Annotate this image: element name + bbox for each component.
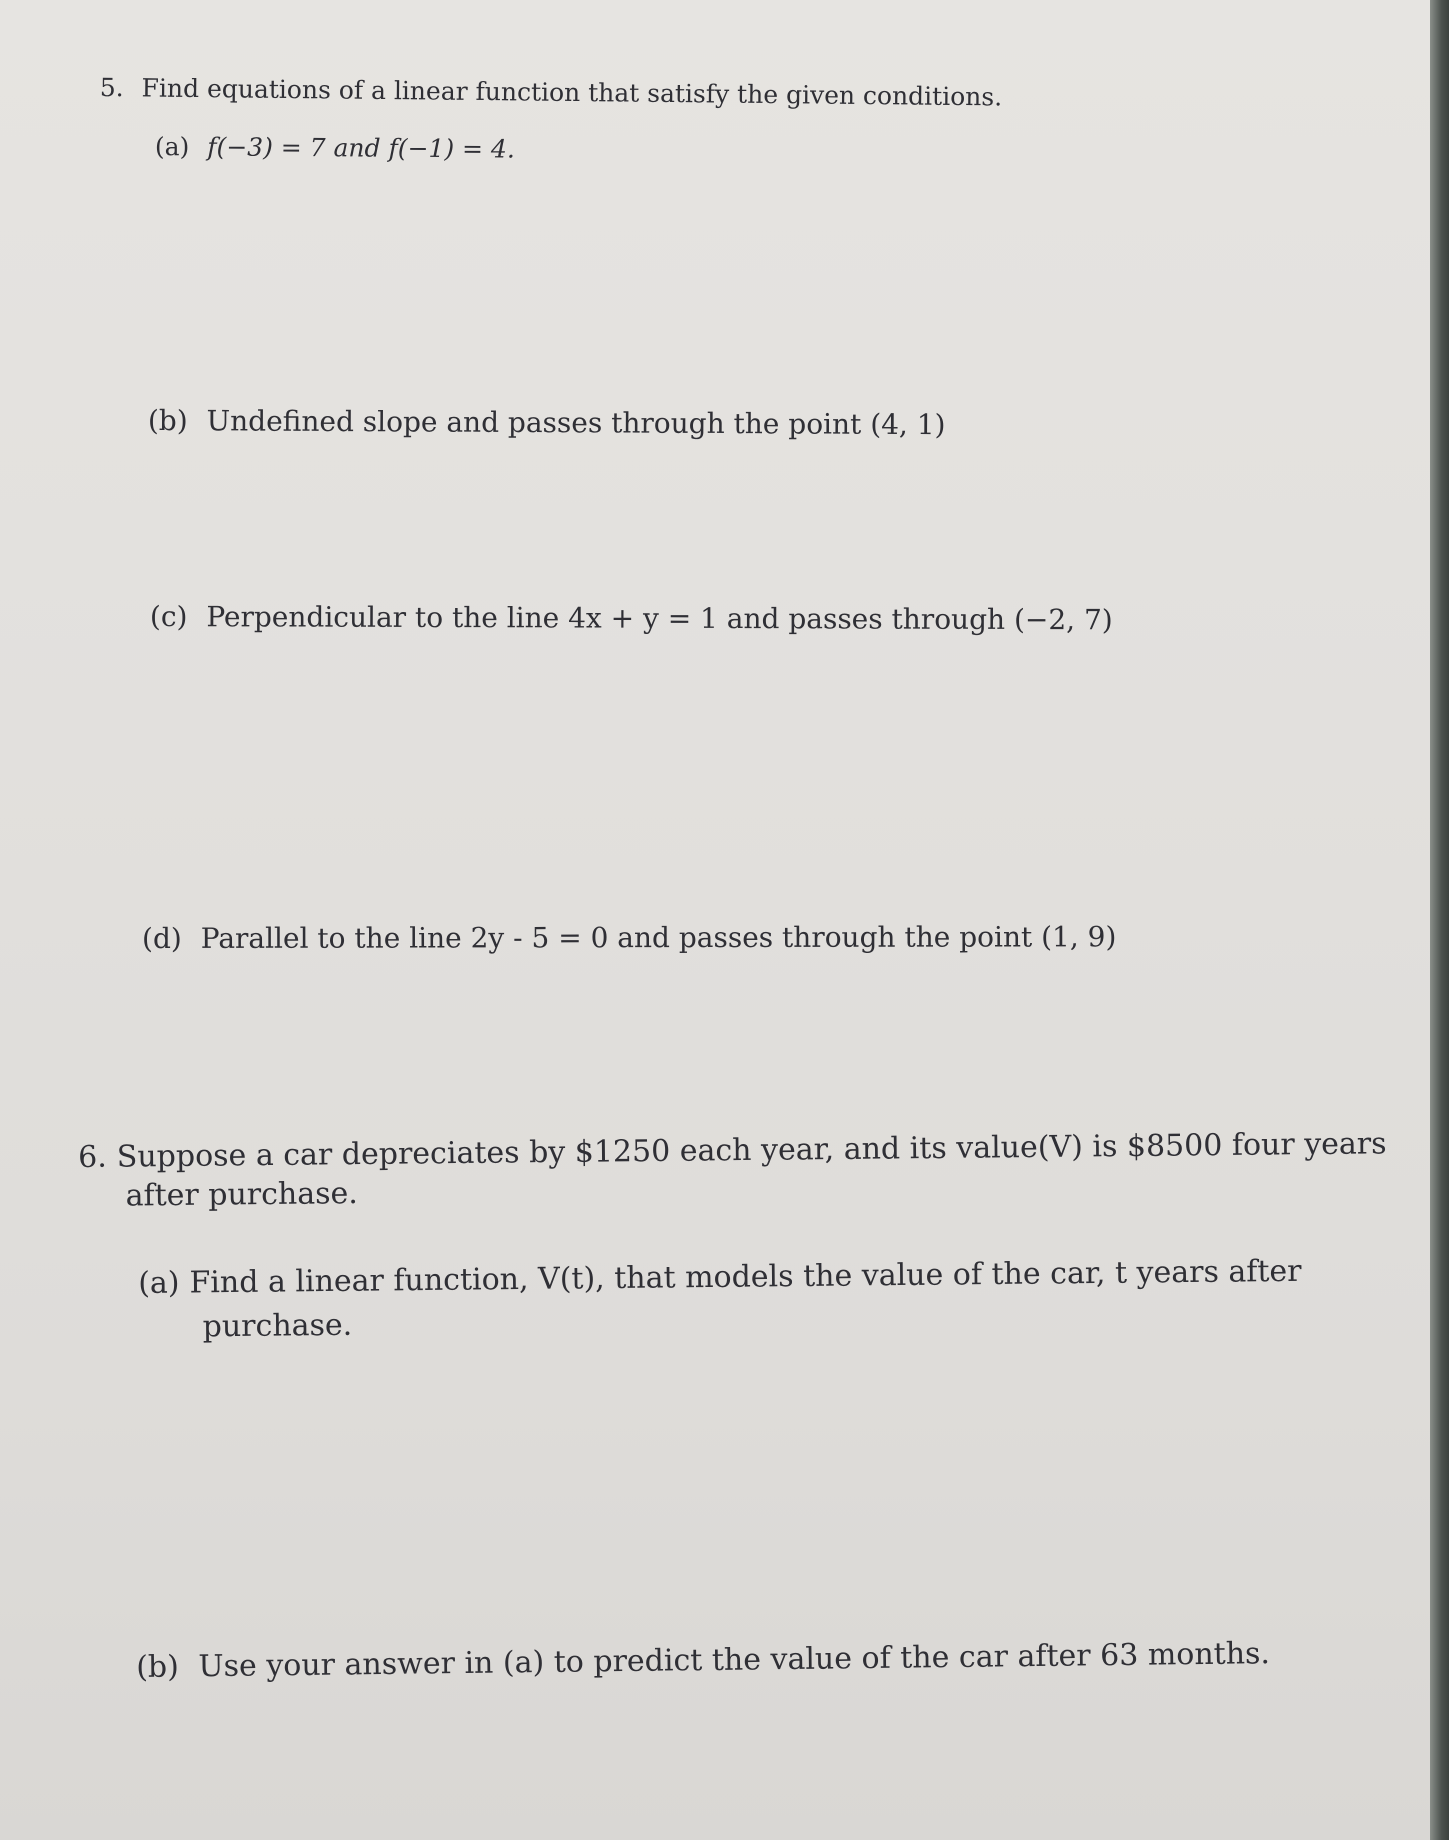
question-6a xyxy=(138,1249,1409,1349)
part-text: Parallel to the line 2y - 5 = 0 and passes through the point (1, 9) xyxy=(200,920,1117,955)
part-text: f(−3) = 7 and f(−1) = 4. xyxy=(207,132,515,164)
question-text-line-1: Suppose a car depreciates by $1250 each year, and its value(V) is $8500 four years xyxy=(116,1126,1387,1175)
question-5c xyxy=(150,600,1113,636)
question-number: 5. xyxy=(99,72,124,103)
question-text-line-2: after purchase. xyxy=(125,1176,359,1214)
part-text: Use your answer in (a) to predict the value of the car after 63 months. xyxy=(198,1636,1271,1685)
question-text: Find equations of a linear function that satisfy the given conditions. xyxy=(141,73,1003,112)
part-label: (a) xyxy=(138,1265,180,1301)
desk-edge xyxy=(1430,0,1449,1840)
part-label: (b) xyxy=(136,1649,180,1685)
part-label: (a) xyxy=(154,132,190,162)
question-5b xyxy=(148,404,946,441)
question-5 xyxy=(100,72,1003,114)
part-text: Undefined slope and passes through the point (4, 1) xyxy=(206,404,946,442)
question-5a xyxy=(155,132,515,164)
part-label: (b) xyxy=(147,404,188,438)
question-6 xyxy=(78,1124,1399,1216)
part-label: (d) xyxy=(142,921,182,955)
part-text-line-1: Find a linear function, V(t), that models the value of the car, t years after xyxy=(189,1253,1302,1301)
question-6b xyxy=(136,1636,1270,1685)
question-5d xyxy=(142,920,1116,955)
part-text: Perpendicular to the line 4x + y = 1 and passes through (−2, 7) xyxy=(206,600,1113,637)
part-text-line-2: purchase. xyxy=(202,1307,353,1344)
part-label: (c) xyxy=(149,600,188,634)
question-number: 6. xyxy=(78,1139,108,1175)
